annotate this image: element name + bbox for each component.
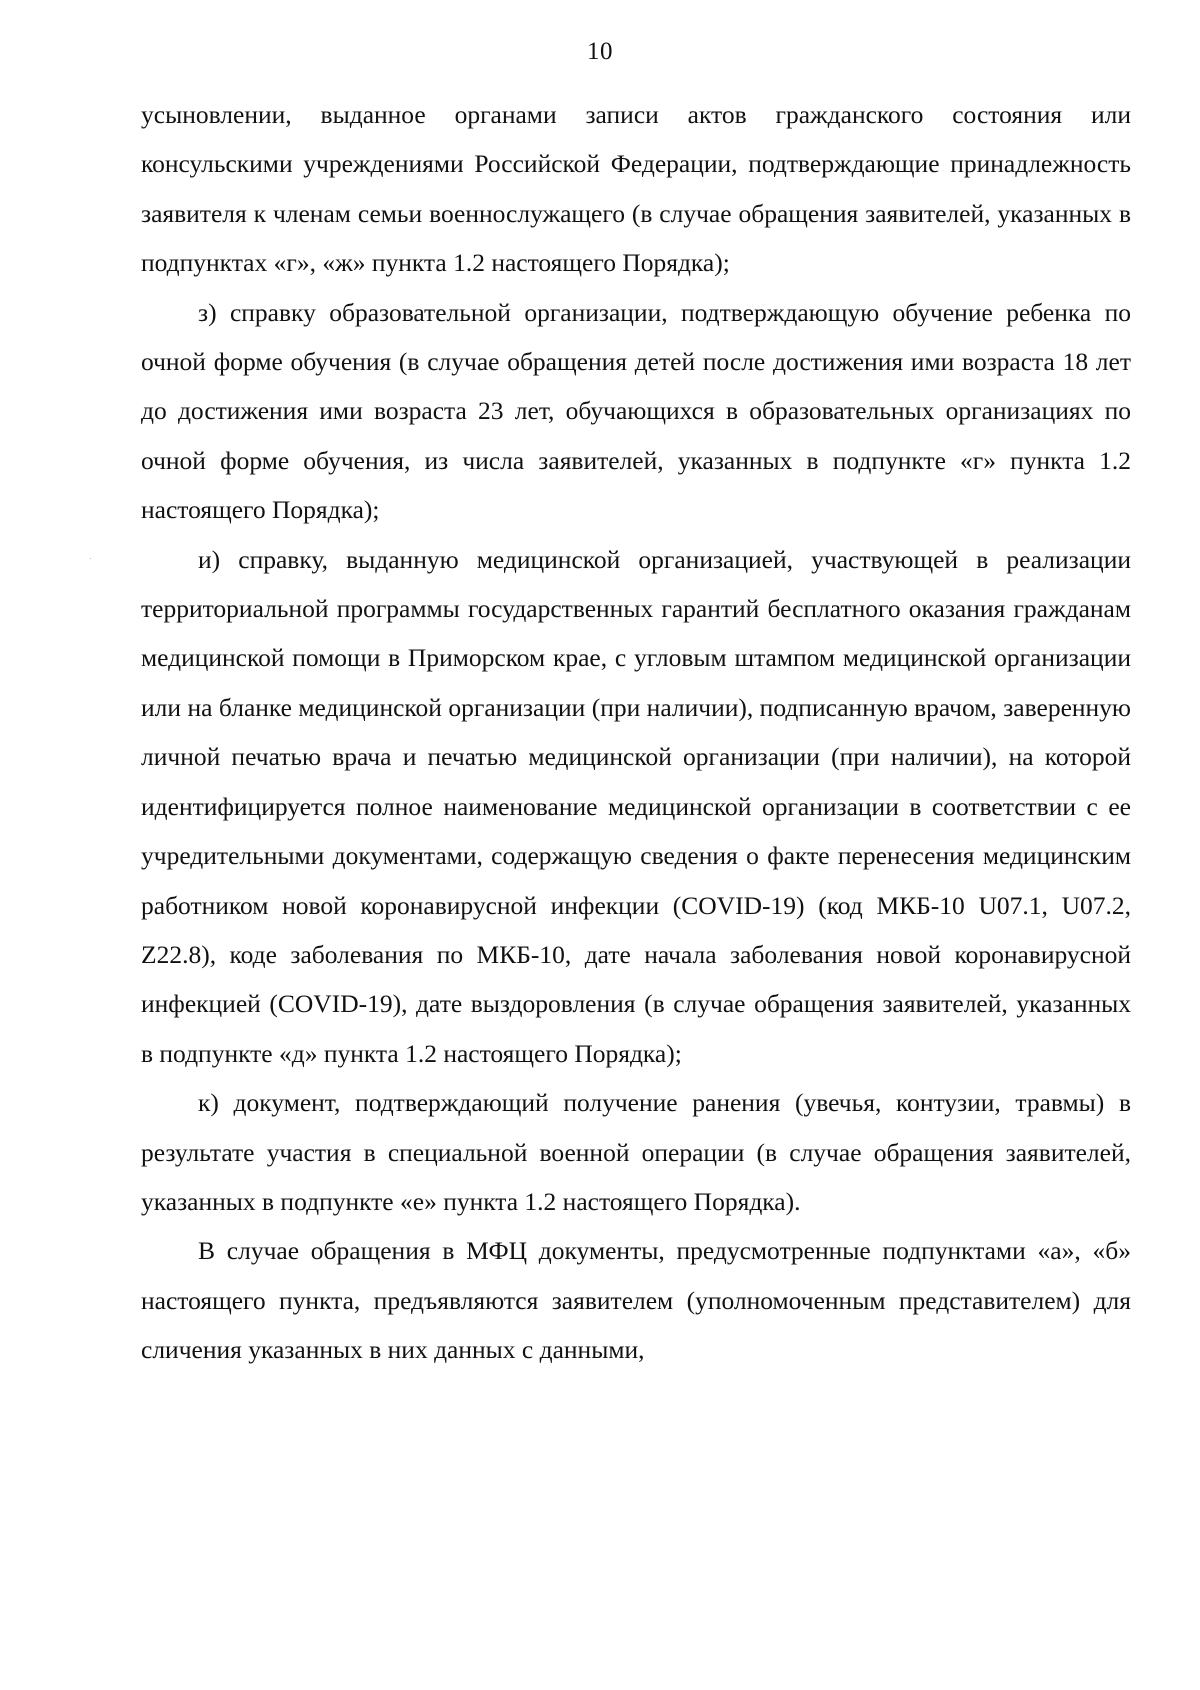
body-text: [141, 90, 1131, 1375]
paragraph-item-k: к) документ, подтверждающий получение ранения (увечья, контузии, травмы) в результате участия в специальной военной операции (в случае обращения заявителей, указанных в подпункте «е» пункта 1.2 настоящего Порядка).: [141, 1088, 1131, 1216]
scan-speck: [90, 558, 91, 559]
paragraph-item-z: з) справку образовательной организации, подтверждающую обучение ребенка по очной форме обучения (в случае обращения детей после достижения ими возраста 18 лет до достижения ими возраста 23 лет, обучающихся в образовательных организациях по очной форме обучения, из числа заявителей, указанных в подпункте «г» пункта 1.2 настоящего Порядка);: [141, 297, 1131, 525]
paragraph-item-i: и) справку, выданную медицинской организацией, участвующей в реализации территориальной программы государственных гарантий бесплатного оказания гражданам медицинской помощи в Приморском крае, с угловым штампом медицинской организации или на бланке медицинской организации (при наличии), подписанную врачом, заверенную личной печатью врача и печатью медицинской организации (при наличии), на которой идентифицируется полное наименование медицинской организации в соответствии с ее учредительными документами, содержащую сведения о факте перенесения медицинским работником новой коронавирусной инфекции (COVID-19) (код МКБ-10 U07.1, U07.2, Z22.8), коде заболевания по МКБ-10, дате начала заболевания новой коронавирусной инфекцией (COVID-19), дате выздоровления (в случае обращения заявителей, указанных в подпункте «д» пункта 1.2 настоящего Порядка);: [141, 544, 1131, 1068]
paragraph-mfc: В случае обращения в МФЦ документы, предусмотренные подпунктами «а», «б» настоящего пункта, предъявляются заявителем (уполномоченным представителем) для сличения указанных в них данных с данными,: [141, 1236, 1131, 1365]
page-number: 10: [587, 38, 613, 65]
paragraph-continuation: усыновлении, выданное органами записи актов гражданского состояния или консульскими учреждениями Российской Федерации, подтверждающие принадлежность заявителя к членам семьи военнослужащего (в случае обращения заявителей, указанных в подпунктах «г», «ж» пункта 1.2 настоящего Порядка);: [141, 100, 1131, 278]
